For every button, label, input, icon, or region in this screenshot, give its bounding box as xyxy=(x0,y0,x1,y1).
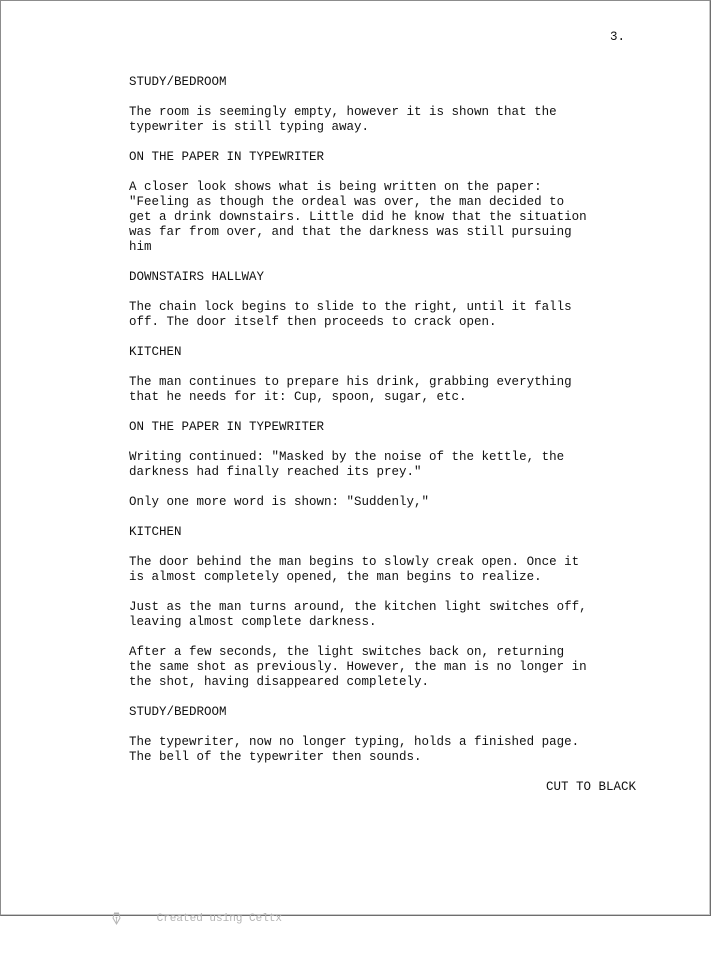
scene-heading: KITCHEN xyxy=(129,525,182,539)
scene-heading: ON THE PAPER IN TYPEWRITER xyxy=(129,420,325,434)
action-block: The typewriter, now no longer typing, holds a finished page. The bell of the typewriter then sounds. xyxy=(129,735,580,764)
page-number: 3. xyxy=(610,30,626,44)
scene-heading: KITCHEN xyxy=(129,345,182,359)
action-block: The door behind the man begins to slowly creak open. Once it is almost completely opened, the man begins to realize. xyxy=(129,555,580,584)
scene-heading: STUDY/BEDROOM xyxy=(129,75,227,89)
footer-credit xyxy=(111,884,282,953)
action-block: The chain lock begins to slide to the right, until it falls off. The door itself then proceeds to crack open. xyxy=(129,300,572,329)
action-block: A closer look shows what is being written on the paper: "Feeling as though the ordeal was over, the man decided to get a drink downstairs. Little did he know that the situation was far from over, and that the darkness was still pursuing him xyxy=(129,180,587,254)
script-body xyxy=(129,75,641,810)
action-block: The man continues to prepare his drink, grabbing everything that he needs for it: Cup, spoon, sugar, etc. xyxy=(129,375,572,404)
transition: CUT TO BLACK xyxy=(545,780,636,794)
action-block: After a few seconds, the light switches back on, returning the same shot as previously. However, the man is no longer in the shot, having disappeared completely. xyxy=(129,645,587,689)
pen-nib-icon xyxy=(111,884,151,953)
scene-heading: DOWNSTAIRS HALLWAY xyxy=(129,270,265,284)
footer-text: Created using Celtx xyxy=(156,912,283,925)
action-block: Writing continued: "Masked by the noise of the kettle, the darkness had finally reached its prey." xyxy=(129,450,565,479)
action-block: Only one more word is shown: "Suddenly," xyxy=(129,495,430,509)
action-block: Just as the man turns around, the kitchen light switches off, leaving almost complete darkness. xyxy=(129,600,587,629)
scene-heading: ON THE PAPER IN TYPEWRITER xyxy=(129,150,325,164)
action-block: The room is seemingly empty, however it is shown that the typewriter is still typing away. xyxy=(129,105,557,134)
scene-heading: STUDY/BEDROOM xyxy=(129,705,227,719)
